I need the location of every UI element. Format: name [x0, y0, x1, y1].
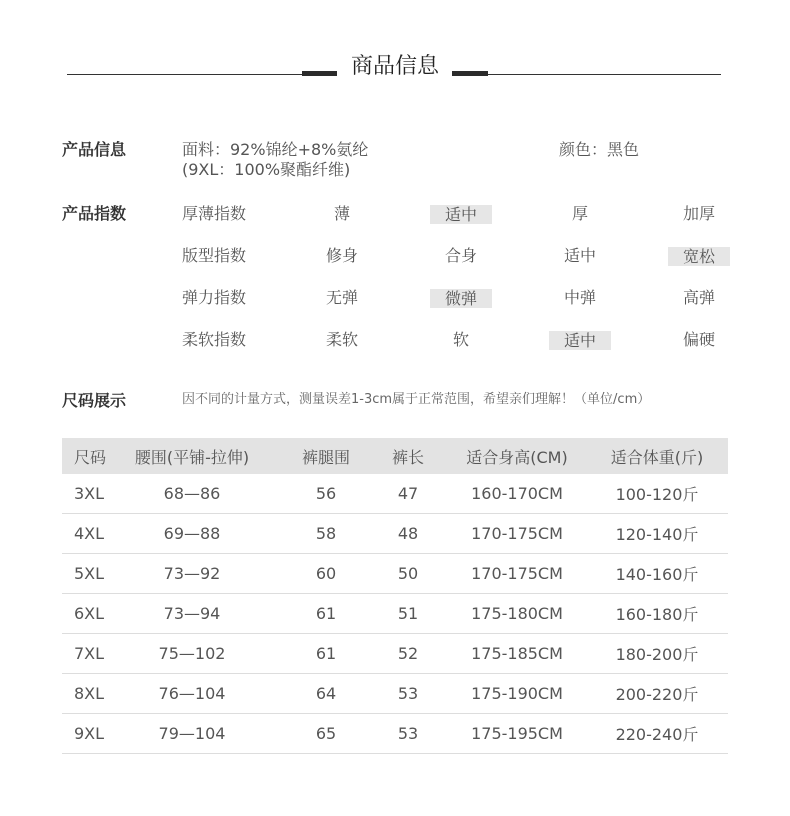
index-option-selected: 微弹	[430, 289, 492, 308]
table-cell: 68—86	[163, 484, 221, 503]
table-cell: 58	[315, 524, 337, 543]
table-cell: 200-220斤	[615, 685, 699, 704]
product-info-label: 产品信息	[62, 140, 127, 159]
table-cell: 50	[397, 564, 419, 583]
table-cell: 79—104	[158, 724, 226, 743]
table-cell: 5XL	[74, 564, 105, 583]
material-line-1: 面料：92%锦纶+8%氨纶	[182, 140, 369, 159]
index-option: 合身	[444, 246, 477, 265]
table-header-cell: 适合身高(CM)	[466, 447, 568, 467]
color-info: 颜色：黑色	[559, 140, 640, 159]
index-option: 高弹	[682, 288, 715, 307]
table-cell: 180-200斤	[615, 645, 699, 664]
table-cell: 53	[397, 684, 419, 703]
index-row	[0, 203, 790, 225]
table-header-cell: 尺码	[74, 447, 107, 467]
table-cell: 220-240斤	[615, 725, 699, 744]
table-cell: 4XL	[74, 524, 105, 543]
table-cell: 100-120斤	[615, 485, 699, 504]
table-header-cell: 裤长	[391, 447, 424, 467]
size-table-body	[62, 474, 728, 754]
table-cell: 170-175CM	[471, 564, 563, 583]
index-option-selected: 适中	[430, 205, 492, 224]
index-option: 适中	[563, 246, 596, 265]
index-option: 柔软	[325, 330, 358, 349]
index-name: 版型指数	[182, 246, 247, 265]
size-table	[62, 438, 728, 754]
index-name: 柔软指数	[182, 330, 247, 349]
index-option-selected: 宽松	[668, 247, 730, 266]
table-cell: 175-190CM	[471, 684, 563, 703]
index-option-selected: 适中	[549, 331, 611, 350]
table-cell: 160-170CM	[471, 484, 563, 503]
table-cell: 61	[315, 644, 337, 663]
index-option: 修身	[325, 246, 358, 265]
table-row	[62, 594, 728, 634]
table-cell: 6XL	[74, 604, 105, 623]
index-option: 软	[452, 330, 469, 349]
table-header-cell: 适合体重(斤)	[610, 447, 704, 467]
index-row	[0, 245, 790, 267]
table-row	[62, 714, 728, 754]
size-chart-note: 因不同的计量方式，测量误差1-3cm属于正常范围，希望亲们理解！（单位/cm）	[182, 392, 651, 407]
table-row	[62, 554, 728, 594]
index-option: 中弹	[563, 288, 596, 307]
table-cell: 8XL	[74, 684, 105, 703]
table-cell: 73—94	[163, 604, 221, 623]
table-cell: 65	[315, 724, 337, 743]
table-cell: 69—88	[163, 524, 221, 543]
index-name: 弹力指数	[182, 288, 247, 307]
table-row	[62, 634, 728, 674]
table-cell: 51	[397, 604, 419, 623]
page-title: 商品信息	[350, 54, 439, 79]
index-option: 无弹	[325, 288, 358, 307]
table-cell: 175-195CM	[471, 724, 563, 743]
size-chart-label: 尺码展示	[62, 391, 127, 410]
index-option: 厚	[571, 204, 588, 223]
table-row	[62, 514, 728, 554]
table-cell: 175-185CM	[471, 644, 563, 663]
table-cell: 9XL	[74, 724, 105, 743]
index-row	[0, 329, 790, 351]
table-cell: 60	[315, 564, 337, 583]
table-cell: 7XL	[74, 644, 105, 663]
index-option: 加厚	[682, 204, 715, 223]
table-cell: 160-180斤	[615, 605, 699, 624]
table-cell: 48	[397, 524, 419, 543]
table-cell: 3XL	[74, 484, 105, 503]
table-row	[62, 474, 728, 514]
index-name: 厚薄指数	[182, 204, 247, 223]
index-option: 薄	[333, 204, 350, 223]
table-cell: 47	[397, 484, 419, 503]
table-cell: 64	[315, 684, 337, 703]
table-cell: 170-175CM	[471, 524, 563, 543]
table-cell: 120-140斤	[615, 525, 699, 544]
product-index-label: 产品指数	[62, 204, 127, 223]
table-cell: 73—92	[163, 564, 221, 583]
material-line-2: (9XL：100%聚酯纤维)	[182, 160, 351, 179]
index-row	[0, 287, 790, 309]
table-cell: 56	[315, 484, 337, 503]
table-header-cell: 裤腿围	[301, 447, 350, 467]
size-table-header	[62, 438, 728, 474]
table-row	[62, 674, 728, 714]
table-cell: 140-160斤	[615, 565, 699, 584]
table-cell: 52	[397, 644, 419, 663]
table-header-cell: 腰围(平铺-拉伸)	[134, 447, 250, 467]
table-cell: 76—104	[158, 684, 226, 703]
table-cell: 61	[315, 604, 337, 623]
table-cell: 75—102	[158, 644, 226, 663]
table-cell: 53	[397, 724, 419, 743]
index-option: 偏硬	[682, 330, 715, 349]
table-cell: 175-180CM	[471, 604, 563, 623]
